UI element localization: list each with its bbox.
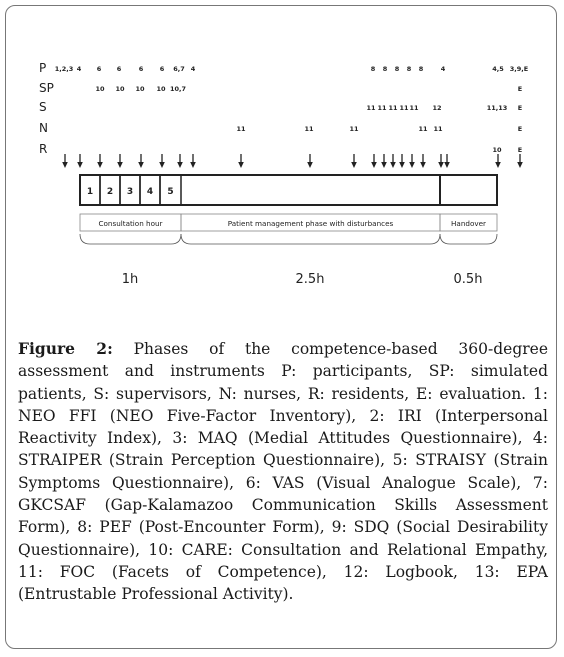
instrument-code: 3,9,E bbox=[509, 65, 529, 73]
instrument-code: 8 bbox=[382, 65, 388, 73]
block-number: 2 bbox=[106, 187, 114, 197]
instrument-code: 10 bbox=[115, 85, 125, 93]
down-arrow-icon bbox=[399, 154, 405, 168]
down-arrow-icon bbox=[420, 154, 426, 168]
instrument-code: 11 bbox=[418, 125, 428, 133]
instrument-code: 6 bbox=[96, 65, 102, 73]
phase-labels bbox=[80, 214, 497, 231]
down-arrow-icon bbox=[390, 154, 396, 168]
instrument-code: 12 bbox=[432, 104, 442, 112]
row-label-n: N bbox=[39, 121, 48, 135]
caption-lead: Figure 2: bbox=[18, 339, 113, 358]
instrument-code: 11 bbox=[409, 104, 419, 112]
figure-caption bbox=[18, 338, 548, 606]
phase-label: Consultation hour bbox=[98, 219, 163, 228]
duration-label: 1h bbox=[121, 272, 139, 287]
down-arrow-icon bbox=[495, 154, 501, 168]
instrument-code: 8 bbox=[394, 65, 400, 73]
down-arrow-icon bbox=[438, 154, 444, 168]
numbered-blocks bbox=[80, 175, 181, 205]
block-number: 3 bbox=[126, 187, 134, 197]
down-arrow-icon bbox=[409, 154, 415, 168]
down-arrow-icon bbox=[351, 154, 357, 168]
instrument-code: 4 bbox=[76, 65, 82, 73]
row-label-p: P bbox=[39, 61, 47, 75]
down-arrow-icon bbox=[62, 154, 68, 168]
instrument-code: 4 bbox=[190, 65, 196, 73]
instrument-code: E bbox=[517, 85, 523, 93]
down-arrow-icon bbox=[371, 154, 377, 168]
duration-brace bbox=[80, 234, 181, 244]
duration-label: 0.5h bbox=[453, 272, 483, 287]
row-label-s: S bbox=[39, 100, 47, 114]
down-arrow-icon bbox=[159, 154, 165, 168]
duration-label: 2.5h bbox=[295, 272, 325, 287]
instrument-code: 10 bbox=[156, 85, 166, 93]
instrument-code: 11 bbox=[366, 104, 376, 112]
duration-brace bbox=[440, 234, 497, 244]
down-arrow-icon bbox=[177, 154, 183, 168]
instrument-code: 8 bbox=[406, 65, 412, 73]
block-number: 4 bbox=[146, 187, 154, 197]
assessment-arrows bbox=[62, 154, 523, 168]
phase-label: Handover bbox=[451, 219, 486, 228]
instrument-code: 1,2,3 bbox=[54, 65, 74, 73]
instrument-code: 11 bbox=[377, 104, 387, 112]
down-arrow-icon bbox=[381, 154, 387, 168]
instrument-code: 11 bbox=[304, 125, 314, 133]
instrument-code: 11,13 bbox=[486, 104, 508, 112]
instrument-code: 10,7 bbox=[169, 85, 187, 93]
instrument-code: 11 bbox=[399, 104, 409, 112]
instrument-code: 6 bbox=[159, 65, 165, 73]
instrument-code: 8 bbox=[370, 65, 376, 73]
down-arrow-icon bbox=[238, 154, 244, 168]
phase-label: Patient management phase with disturbances bbox=[227, 219, 394, 228]
instrument-code: 6 bbox=[138, 65, 144, 73]
down-arrow-icon bbox=[307, 154, 313, 168]
down-arrow-icon bbox=[444, 154, 450, 168]
duration-brace bbox=[181, 234, 440, 244]
instrument-code: 8 bbox=[418, 65, 424, 73]
instrument-code: 6 bbox=[116, 65, 122, 73]
down-arrow-icon bbox=[117, 154, 123, 168]
instrument-code: 10 bbox=[135, 85, 145, 93]
block-number: 5 bbox=[167, 187, 174, 197]
instrument-code: 4,5 bbox=[492, 65, 504, 73]
instrument-code: E bbox=[517, 146, 523, 154]
instrument-code: 6,7 bbox=[173, 65, 185, 73]
row-label-sp: SP bbox=[39, 81, 54, 95]
timeline-bar bbox=[80, 175, 497, 205]
down-arrow-icon bbox=[77, 154, 83, 168]
instrument-code: 11 bbox=[388, 104, 398, 112]
instrument-code: 11 bbox=[349, 125, 359, 133]
instrument-code: 10 bbox=[95, 85, 105, 93]
instrument-code: 10 bbox=[492, 146, 502, 154]
caption-body: Phases of the competence-based 360-degree assessment and instruments P: participants, SP: simulated patients, S: supervisors, N: nurses, R: residents, E: evaluation. 1: NEO FFI (NEO Five-Factor Inventory), 2: IRI (Interpersonal Reactivity Index), 3: MAQ (Medial Attitudes Questionnaire), 4: STRAIPER (Strain Perception Questionnaire), 5: STRAISY (Strain Symptoms Questionnaire), 6: VAS (Visual Analogue Scale), 7: GKCSAF (Gap-Kalamazoo Communication Skills Assessment Form), 8: PEF (Post-Encounter Form), 9: SDQ (Social Desirability Questionnaire), 10: CARE: Consultation and Relational Empathy, 11: FOC (Facets of Competence), 12: Logbook, 13: EPA (Entrustable Professional Activity). bbox=[18, 340, 549, 604]
instrument-code: E bbox=[517, 125, 523, 133]
down-arrow-icon bbox=[517, 154, 523, 168]
phase-durations bbox=[80, 234, 497, 287]
timeline-outer-box bbox=[80, 175, 497, 205]
block-number: 1 bbox=[86, 187, 94, 197]
row-label-r: R bbox=[39, 142, 48, 156]
instrument-code: 4 bbox=[440, 65, 446, 73]
down-arrow-icon bbox=[190, 154, 196, 168]
down-arrow-icon bbox=[97, 154, 103, 168]
down-arrow-icon bbox=[138, 154, 144, 168]
instrument-rows bbox=[39, 61, 528, 156]
instrument-code: E bbox=[517, 104, 523, 112]
instrument-code: 11 bbox=[236, 125, 246, 133]
instrument-code: 11 bbox=[433, 125, 443, 133]
